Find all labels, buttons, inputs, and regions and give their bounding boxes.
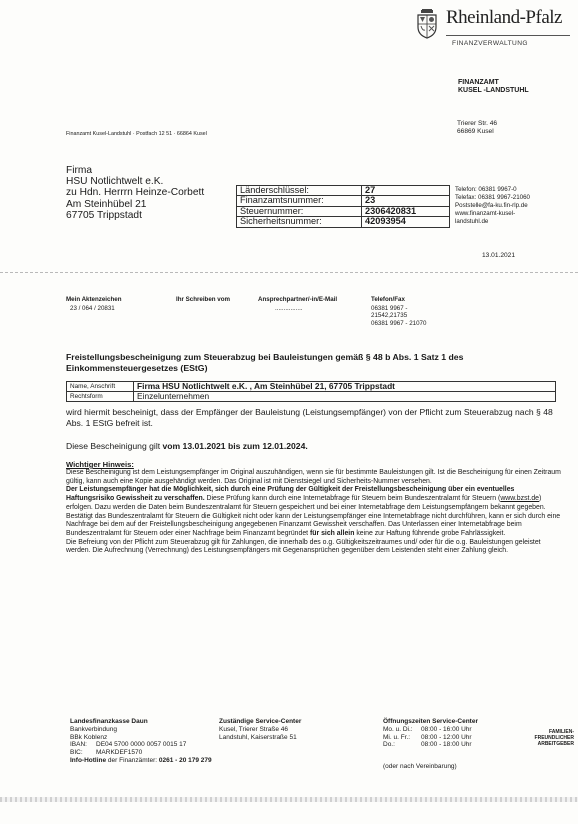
file-number-label: Mein Aktenzeichen [66, 296, 122, 303]
phone-fax-line: 06381 9967 - 21070 [371, 319, 427, 327]
exemption-statement: wird hiermit bescheinigt, dass der Empfänger der Bauleistung (Leistungsempfänger) von der Pflicht zum Steuerabzug nach § 48 Abs. 1 EStG befreit ist. [66, 407, 553, 428]
hours-note: (oder nach Vereinbarung) [383, 763, 457, 771]
brand-rule [446, 35, 570, 36]
hours-row [383, 734, 472, 742]
document-date: 13.01.2021 [482, 252, 516, 259]
hint-heading: Wichtiger Hinweis: [66, 460, 134, 469]
office-name [458, 79, 529, 96]
office-city: 66869 Kusel [457, 128, 494, 136]
hours-day: Mo. u. Di.: [383, 725, 413, 733]
table-row [237, 206, 450, 216]
contact-person-label: Ansprechpartner/-in/E-Mail [258, 296, 338, 303]
office-name-line2: KUSEL -LANDSTUHL [458, 87, 529, 95]
coat-of-arms-logo [416, 9, 438, 39]
service-center-info [219, 718, 301, 741]
phone-fax-label: Telefon/Fax [371, 296, 405, 303]
fold-mark-line [0, 272, 578, 273]
identifier-label: Finanzamtsnummer: [237, 196, 362, 206]
service-heading: Zuständige Service-Center [219, 718, 302, 725]
document-subject [66, 352, 556, 374]
phone-fax-line: 21542,21735 [371, 312, 408, 320]
hours-day: Mi. u. Fr.: [383, 733, 411, 741]
contact-web: www.finanzamt-kusel- [455, 210, 516, 218]
brand-department: FINANZVERWALTUNG [452, 40, 528, 47]
identifier-value: 27 [362, 186, 450, 196]
contact-fax: Telefax: 06381 9967-21060 [455, 194, 530, 202]
hotline-label: Info-Hotline [70, 756, 107, 764]
phone-fax-line: 06381 9967 - [371, 305, 408, 312]
office-address [457, 120, 497, 136]
identifier-label: Länderschlüssel: [237, 186, 362, 196]
service-line: Kusel, Trierer Straße 46 [219, 725, 288, 733]
table-row [237, 196, 450, 206]
bank-line: Bankverbindung [70, 725, 117, 733]
table-row [237, 217, 450, 227]
bank-line: BBk Koblenz [70, 733, 108, 741]
bank-info [70, 718, 212, 765]
service-line: Landstuhl, Kaiserstraße 51 [219, 733, 297, 741]
contact-email: Poststelle@fa-ku.fin-rlp.de [455, 202, 528, 210]
bic-value: MARKDEF1570 [96, 749, 143, 757]
badge-line: ARBEITGEBER [537, 741, 574, 747]
family-friendly-employer-badge [512, 729, 574, 747]
hotline-number: 0261 - 20 179 279 [158, 756, 212, 764]
firm-table [66, 381, 556, 402]
contact-phone: Telefon: 06381 9967-0 [455, 186, 517, 193]
hint-paragraph: Die Befreiung von der Pflicht zum Steuerabzug gilt für Zahlungen, die innerhalb des o.g. Gültigkeitszeitraumes und/ oder für die o.g. Bauleistungen geleistet werden. Die Aufrechnung (Verrechnung) des Leistungsempfängers mit Gegenansprüchen gegenüber dem Leistenden steht einer Zahlung gleich. [66, 538, 541, 555]
firm-field-label: Rechtsform [67, 392, 134, 402]
opening-hours [383, 718, 478, 771]
your-letter-label: Ihr Schreiben vom [176, 296, 230, 303]
badge-line: FREUNDLICHER [534, 735, 574, 741]
office-contact [455, 186, 530, 226]
tax-identifier-table [236, 185, 450, 228]
hint-paragraph [66, 486, 561, 538]
bank-heading: Landesfinanzkasse Daun [70, 718, 148, 725]
hours-time: 08:00 - 16:00 Uhr [421, 725, 472, 733]
hours-heading: Öffnungszeiten Service-Center [383, 718, 478, 725]
validity-statement [66, 441, 561, 452]
table-row [237, 186, 450, 196]
hint-paragraph: Diese Bescheinigung ist dem Leistungsempfänger im Original auszuhändigen, wenn sie für bestimmte Bauleistungen gilt. Ist die Bescheinigung für einen Zeitraum gültig, kann auch eine Kopie ausgehändigt werden. Das Original ist mit Dienstsiegel und Sicherheits-Nummer versehen. [66, 469, 561, 485]
recipient-line: 67705 Trippstadt [66, 209, 142, 221]
identifier-label: Steuernummer: [237, 206, 362, 216]
hint-body [66, 469, 561, 556]
hours-table [383, 726, 472, 749]
identifier-value: 42093954 [362, 217, 450, 227]
contact-person-value: ................ [275, 305, 303, 312]
validity-prefix: Diese Bescheinigung gilt [66, 441, 163, 451]
recipient-address [66, 165, 204, 221]
firm-field-value: Einzelunternehmen [134, 392, 556, 402]
hint-text: keine zur Haftung führende grobe Fahrlässigkeit. [354, 529, 506, 537]
hotline-row [70, 757, 212, 765]
hours-row [383, 726, 472, 734]
firm-field-label: Name, Anschrift [67, 382, 134, 392]
office-name-line1: FINANZAMT [458, 79, 499, 86]
hours-row [383, 741, 472, 749]
recipient-line: zu Hdn. Herrrn Heinze-Corbett [66, 187, 205, 199]
scan-edge-artifact [0, 797, 578, 802]
iban-row [70, 741, 212, 749]
hotline-text: der Finanzämter: [106, 756, 159, 764]
hours-day: Do.: [383, 741, 395, 749]
identifier-value: 2306420831 [362, 206, 450, 216]
return-address: Finanzamt Kusel-Landstuhl · Postfach 12 51 · 66864 Kusel [66, 131, 207, 137]
bic-row [70, 749, 212, 757]
validity-range: vom 13.01.2021 bis zum 12.01.2024. [162, 441, 308, 451]
bzst-link[interactable]: www.bzst.de [500, 495, 540, 503]
hint-text: ) erfolgen. Dazu werden die Daten beim Bundeszentralamt für Steuern gespeichert und bei einer Internetabfrage dem Leistungsempfängern bekannt gegeben. Bestätigt das Bundeszentralamt für Steuern die Gültigkeit nicht oder kann der Leistungsempfänger eine Internetabfrage nicht durchführen, kann er sich durch eine Nachfrage bei dem auf der Freistellungsbescheinigung angegebenen Finanzamt Gewissheit verschaffen. Das Unterlassen einer Internetabfrage beim Bundeszentralamt für Steuern oder einer Nachfrage beim Finanzamt begründet [66, 495, 561, 537]
subject-line: Freistellungsbescheinigung zum Steuerabzug bei Bauleistungen gemäß § 48 b Abs. 1 Satz 1 des [66, 352, 464, 362]
badge-line: FAMILIEN- [549, 729, 574, 735]
phone-fax-value [371, 305, 426, 327]
iban-value: DE04 5700 0000 0057 0015 17 [96, 741, 187, 749]
bic-label: BIC: [70, 749, 83, 757]
iban-label: IBAN: [70, 741, 87, 749]
subject-line: Einkommensteuergesetzes (EStG) [66, 363, 208, 373]
hint-bold-text: Der Leistungsempfänger hat die Möglichkeit, sich durch eine Prüfung der Gültigkeit der Freistellungsbescheinigung über ein eventuelles Haftungsrisiko Gewissheit zu verschaffen. [66, 486, 515, 503]
hint-text: Diese Prüfung kann durch eine Internetabfrage für Steuern beim Bundeszentralamt für Steuern ( [204, 495, 501, 503]
brand-wordmark: Rheinland-Pfalz [446, 7, 562, 28]
recipient-line: Firma [66, 165, 93, 176]
recipient-line: HSU Notlichtwelt e.K. [66, 176, 164, 188]
file-number-value: 23 / 064 / 20831 [70, 305, 115, 312]
hours-time: 08:00 - 18:00 Uhr [421, 741, 472, 749]
table-row [67, 392, 556, 402]
office-street: Trierer Str. 46 [457, 120, 498, 127]
hint-bold-text: für sich allein [310, 529, 355, 537]
identifier-value: 23 [362, 196, 450, 206]
identifier-label: Sicherheitsnummer: [237, 217, 362, 227]
recipient-line: Am Steinhübel 21 [66, 198, 147, 210]
hours-time: 08:00 - 12:00 Uhr [421, 733, 472, 741]
contact-web: landstuhl.de [455, 218, 489, 226]
table-row [67, 382, 556, 392]
firm-field-value: Firma HSU Notlichtwelt e.K. , Am Steinhübel 21, 67705 Trippstadt [134, 382, 556, 392]
